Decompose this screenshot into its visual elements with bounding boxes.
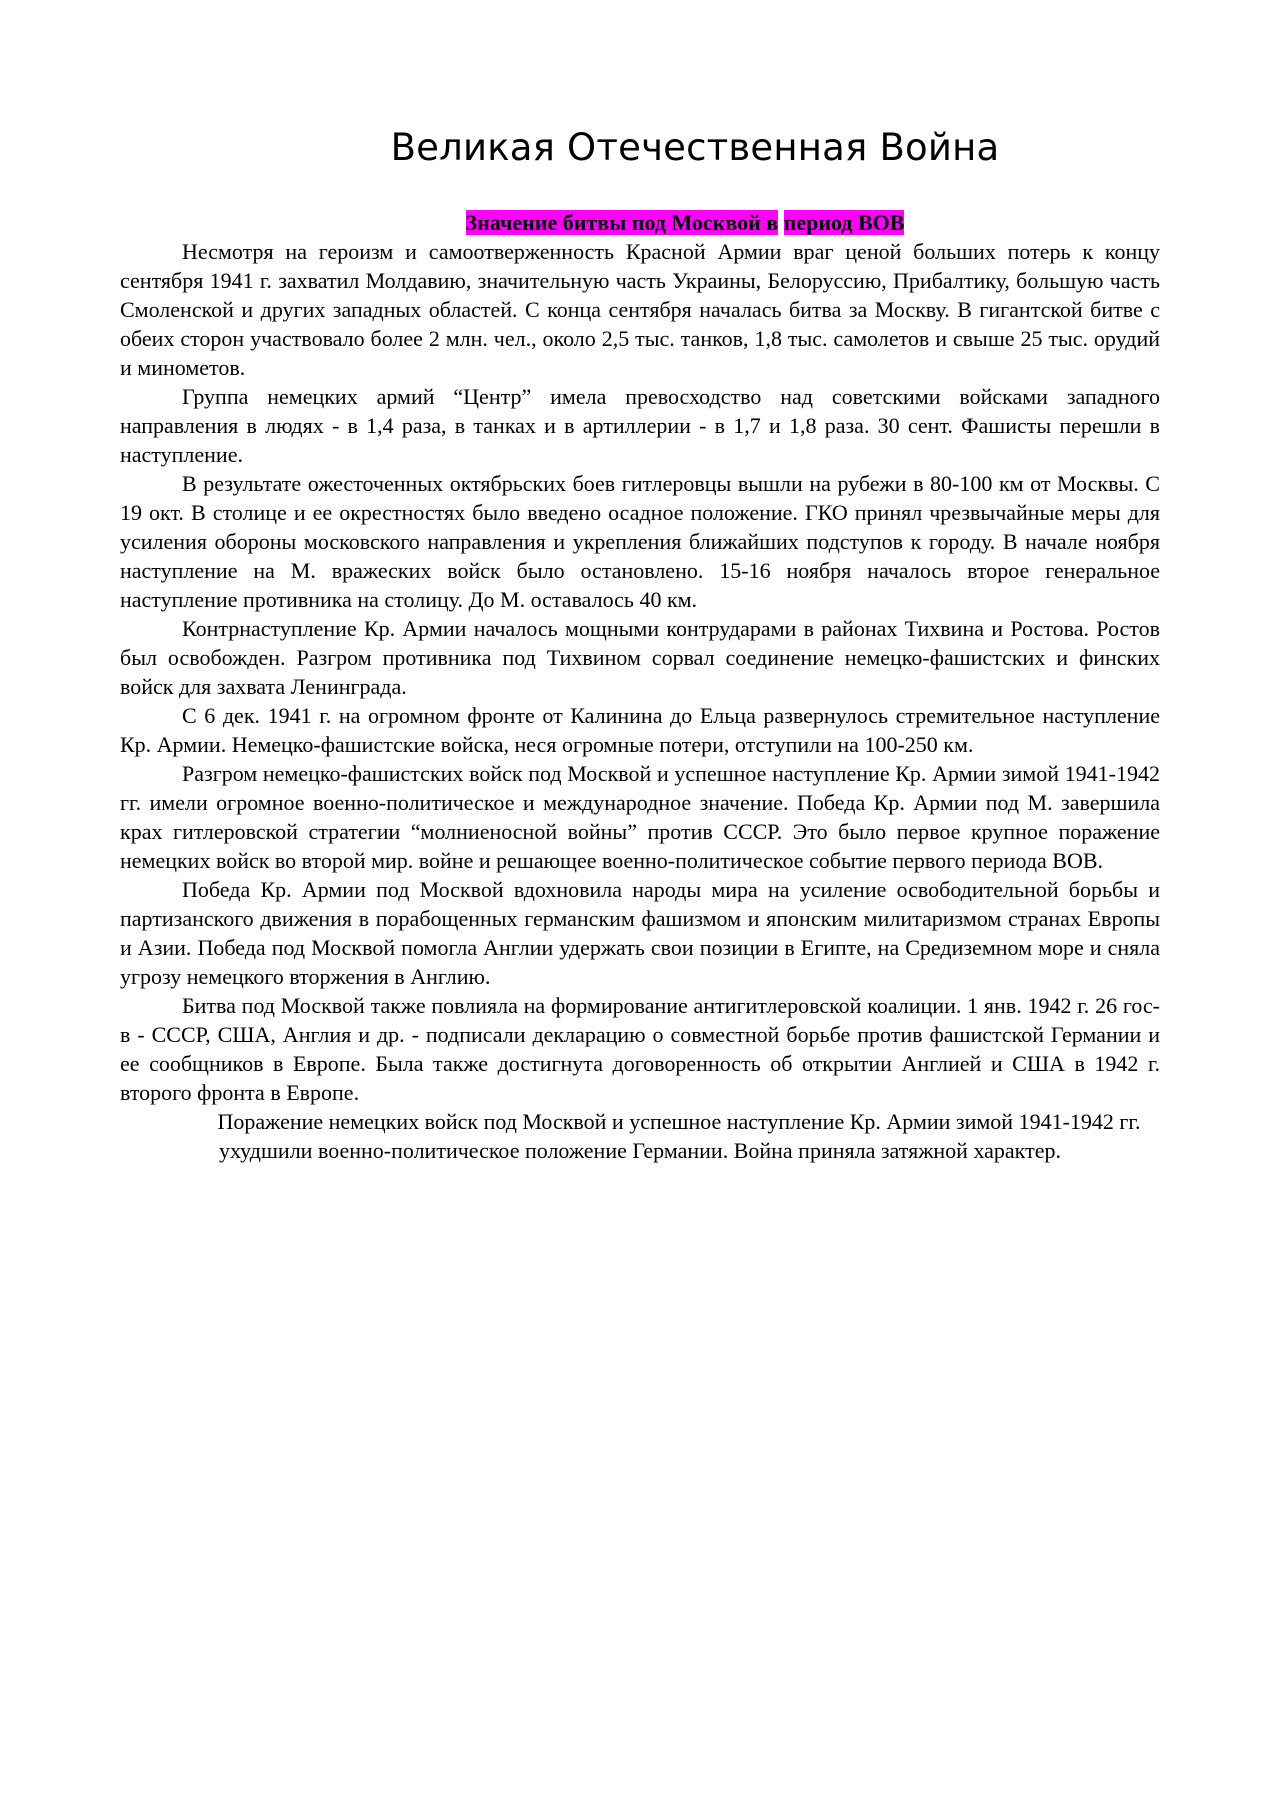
paragraph-4: Контрнаступление Кр. Армии началось мощными контрударами в районах Тихвина и Ростова. Ростов был освобожден. Разгром противника под Тихвином сорвал соединение немецко-фашистских и финских войск для захвата Ленинграда. <box>120 616 1160 699</box>
paragraph-2: Группа немецких армий “Центр” имела превосходство над советскими войсками западного направления в людях - в 1,4 раза, в танках и в артиллерии - в 1,7 и 1,8 раза. 30 сент. Фашисты перешли в наступление. <box>120 384 1160 467</box>
paragraph-8: Битва под Москвой также повлияла на формирование антигитлеровской коалиции. 1 янв. 1942 г. 26 гос-в - СССР, США, Англия и др. - подписали декларацию о совместной борьбе против фашистской Германии и ее сообщников в Европе. Была также достигнута договоренность об открытии Англией и США в 1942 г. второго фронта в Европе. <box>120 993 1160 1105</box>
paragraph-7: Победа Кр. Армии под Москвой вдохновила народы мира на усиление освободительной борьбы и партизанского движения в порабощенных германским фашизмом и японским милитаризмом странах Европы и Азии. Победа под Москвой помогла Англии удержать свои позиции в Египте, на Средиземном море и сняла угрозу немецкого вторжения в Англию. <box>120 877 1160 989</box>
section-heading <box>120 208 1160 237</box>
body-text <box>120 237 1160 1165</box>
paragraph-1: Несмотря на героизм и самоотверженность Красной Армии враг ценой больших потерь к концу сентября 1941 г. захватил Молдавию, значительную часть Украины, Белоруссию, Прибалтику, большую часть Смоленской и других западных областей. С конца сентября началась битва за Москву. В гигантской битве с обеих сторон участвовало более 2 млн. чел., около 2,5 тыс. танков, 1,8 тыс. самолетов и свыше 25 тыс. орудий и минометов. <box>120 239 1160 380</box>
paragraph-3: В результате ожесточенных октябрьских боев гитлеровцы вышли на рубежи в 80-100 км от Москвы. С 19 окт. В столице и ее окрестностях было введено осадное положение. ГКО принял чрезвычайные меры для усиления обороны московского направления и укрепления ближайших подступов к городу. В начале ноября наступление на М. вражеских войск было остановлено. 15-16 ноября началось второе генеральное наступление противника на столицу. До М. оставалось 40 км. <box>120 471 1160 612</box>
section-heading-part2: период ВОВ <box>783 210 905 235</box>
document-title: Великая Отечественная Война <box>390 126 1000 169</box>
section-heading-part1: Значение битвы под Москвой в <box>465 210 779 235</box>
document-page <box>120 120 1160 1165</box>
paragraph-9: Поражение немецких войск под Москвой и успешное наступление Кр. Армии зимой 1941-1942 гг. ухудшили военно-политическое положение Германии. Война приняла затяжной характер. <box>217 1109 1141 1163</box>
paragraph-6: Разгром немецко-фашистских войск под Москвой и успешное наступление Кр. Армии зимой 1941-1942 гг. имели огромное военно-политическое и международное значение. Победа Кр. Армии под М. завершила крах гитлеровской стратегии “молниеносной войны” против СССР. Это было первое крупное поражение немецких войск во второй мир. войне и решающее военно-политическое событие первого периода ВОВ. <box>120 761 1160 873</box>
paragraph-5: С 6 дек. 1941 г. на огромном фронте от Калинина до Ельца развернулось стремительное наступление Кр. Армии. Немецко-фашистские войска, неся огромные потери, отступили на 100-250 км. <box>120 703 1160 757</box>
